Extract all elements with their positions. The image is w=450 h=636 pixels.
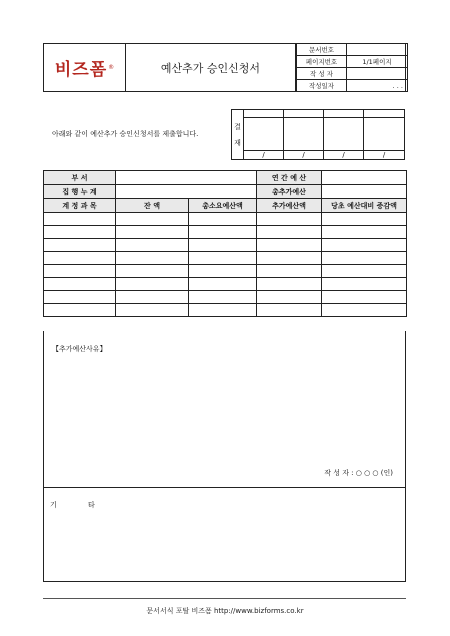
meta-value-date[interactable]: . . . (347, 80, 408, 92)
table-row (44, 278, 407, 291)
approver-title-3[interactable] (324, 110, 364, 118)
table-cell[interactable] (116, 278, 189, 291)
logo-text: 비즈폼 (54, 60, 108, 80)
approver-title-2[interactable] (284, 110, 324, 118)
approval-label-bottom: 재 (234, 138, 241, 147)
approver-title-4[interactable] (364, 110, 405, 118)
meta-label: 작 성 자 (297, 68, 347, 80)
approval-label (232, 110, 244, 160)
sign-date-3[interactable]: / (324, 151, 364, 160)
table-cell[interactable] (257, 226, 322, 239)
budget-table (43, 170, 407, 317)
table-cell[interactable] (44, 304, 116, 317)
total-added-value[interactable] (322, 185, 407, 199)
column-header-row (44, 199, 407, 213)
table-row (44, 226, 407, 239)
meta-row-page (297, 56, 408, 68)
footer-text: 문서서식 포탈 비즈폼 http://www.bizforms.co.kr (146, 607, 304, 615)
table-cell[interactable] (257, 265, 322, 278)
submission-statement: 아래와 같이 예산추가 승인신청서를 제출합니다. (52, 130, 199, 138)
sign-date-2[interactable]: / (284, 151, 324, 160)
table-cell[interactable] (257, 291, 322, 304)
form-header (43, 43, 406, 92)
table-cell[interactable] (189, 291, 257, 304)
annual-budget-value[interactable] (322, 171, 407, 185)
table-cell[interactable] (189, 252, 257, 265)
table-cell[interactable] (322, 291, 407, 304)
table-cell[interactable] (189, 278, 257, 291)
table-cell[interactable] (189, 226, 257, 239)
other-label-second: 타 (88, 501, 95, 509)
meta-label: 작성일자 (297, 80, 347, 92)
logo (44, 44, 126, 91)
table-cell[interactable] (257, 304, 322, 317)
meta-row-writer (297, 68, 408, 80)
table-cell[interactable] (116, 291, 189, 304)
table-cell[interactable] (44, 278, 116, 291)
table-cell[interactable] (257, 252, 322, 265)
table-cell[interactable] (116, 239, 189, 252)
table-cell[interactable] (322, 226, 407, 239)
col-balance: 잔 액 (116, 199, 189, 213)
table-cell[interactable] (257, 278, 322, 291)
table-cell[interactable] (257, 239, 322, 252)
table-cell[interactable] (189, 239, 257, 252)
table-row (44, 252, 407, 265)
table-cell[interactable] (322, 252, 407, 265)
table-row (44, 213, 407, 226)
table-cell[interactable] (44, 239, 116, 252)
table-cell[interactable] (322, 265, 407, 278)
table-row (44, 291, 407, 304)
footer-divider (43, 598, 406, 599)
table-row (44, 239, 407, 252)
signature-box-1[interactable] (244, 118, 284, 151)
approver-title-1[interactable] (244, 110, 284, 118)
signature-box-2[interactable] (284, 118, 324, 151)
meta-label: 페이지번호 (297, 56, 347, 68)
table-cell[interactable] (257, 213, 322, 226)
sign-date-1[interactable]: / (244, 151, 284, 160)
other-notes-section[interactable] (43, 488, 406, 582)
meta-row-date (297, 80, 408, 92)
cumulative-value[interactable] (116, 185, 257, 199)
table-cell[interactable] (44, 265, 116, 278)
document-title: 예산추가 승인신청서 (126, 44, 296, 91)
cumulative-row (44, 185, 407, 199)
writer-signature-line: 작 성 자 : ○ ○ ○ (인) (324, 469, 393, 477)
col-variance: 당초 예산대비 증감액 (322, 199, 407, 213)
table-cell[interactable] (44, 291, 116, 304)
additional-budget-reason-section[interactable] (43, 331, 406, 488)
col-account: 계 정 과 목 (44, 199, 116, 213)
department-row (44, 171, 407, 185)
meta-value-writer[interactable] (347, 68, 408, 80)
table-cell[interactable] (116, 252, 189, 265)
department-value[interactable] (116, 171, 257, 185)
table-cell[interactable] (322, 213, 407, 226)
meta-value-doc-number[interactable] (347, 44, 408, 56)
signature-box-4[interactable] (364, 118, 405, 151)
department-label: 부 서 (44, 171, 116, 185)
table-cell[interactable] (44, 252, 116, 265)
table-cell[interactable] (116, 213, 189, 226)
approval-signature-table (231, 109, 405, 160)
other-label-first: 기 (50, 501, 57, 509)
signature-box-3[interactable] (324, 118, 364, 151)
table-cell[interactable] (189, 213, 257, 226)
table-cell[interactable] (322, 239, 407, 252)
reason-heading: 【추가예산사유】 (52, 345, 107, 353)
registered-mark: ® (108, 64, 115, 71)
table-cell[interactable] (116, 304, 189, 317)
sign-date-4[interactable]: / (364, 151, 405, 160)
total-added-label: 총추가예산 (257, 185, 322, 199)
col-additional: 추가예산액 (257, 199, 322, 213)
document-meta-table (296, 43, 408, 92)
table-cell[interactable] (322, 278, 407, 291)
approval-label-top: 결 (234, 122, 241, 131)
table-cell[interactable] (44, 226, 116, 239)
table-cell[interactable] (44, 213, 116, 226)
table-cell[interactable] (189, 304, 257, 317)
table-row (44, 265, 407, 278)
col-total-required: 총소요예산액 (189, 199, 257, 213)
table-row (44, 304, 407, 317)
meta-row-doc-number (297, 44, 408, 56)
table-cell[interactable] (116, 265, 189, 278)
meta-value-page: 1/1페이지 (347, 56, 408, 68)
table-cell[interactable] (189, 265, 257, 278)
meta-label: 문서번호 (297, 44, 347, 56)
table-cell[interactable] (116, 226, 189, 239)
cumulative-label: 집 행 누 계 (44, 185, 116, 199)
table-cell[interactable] (322, 304, 407, 317)
annual-budget-label: 연 간 예 산 (257, 171, 322, 185)
